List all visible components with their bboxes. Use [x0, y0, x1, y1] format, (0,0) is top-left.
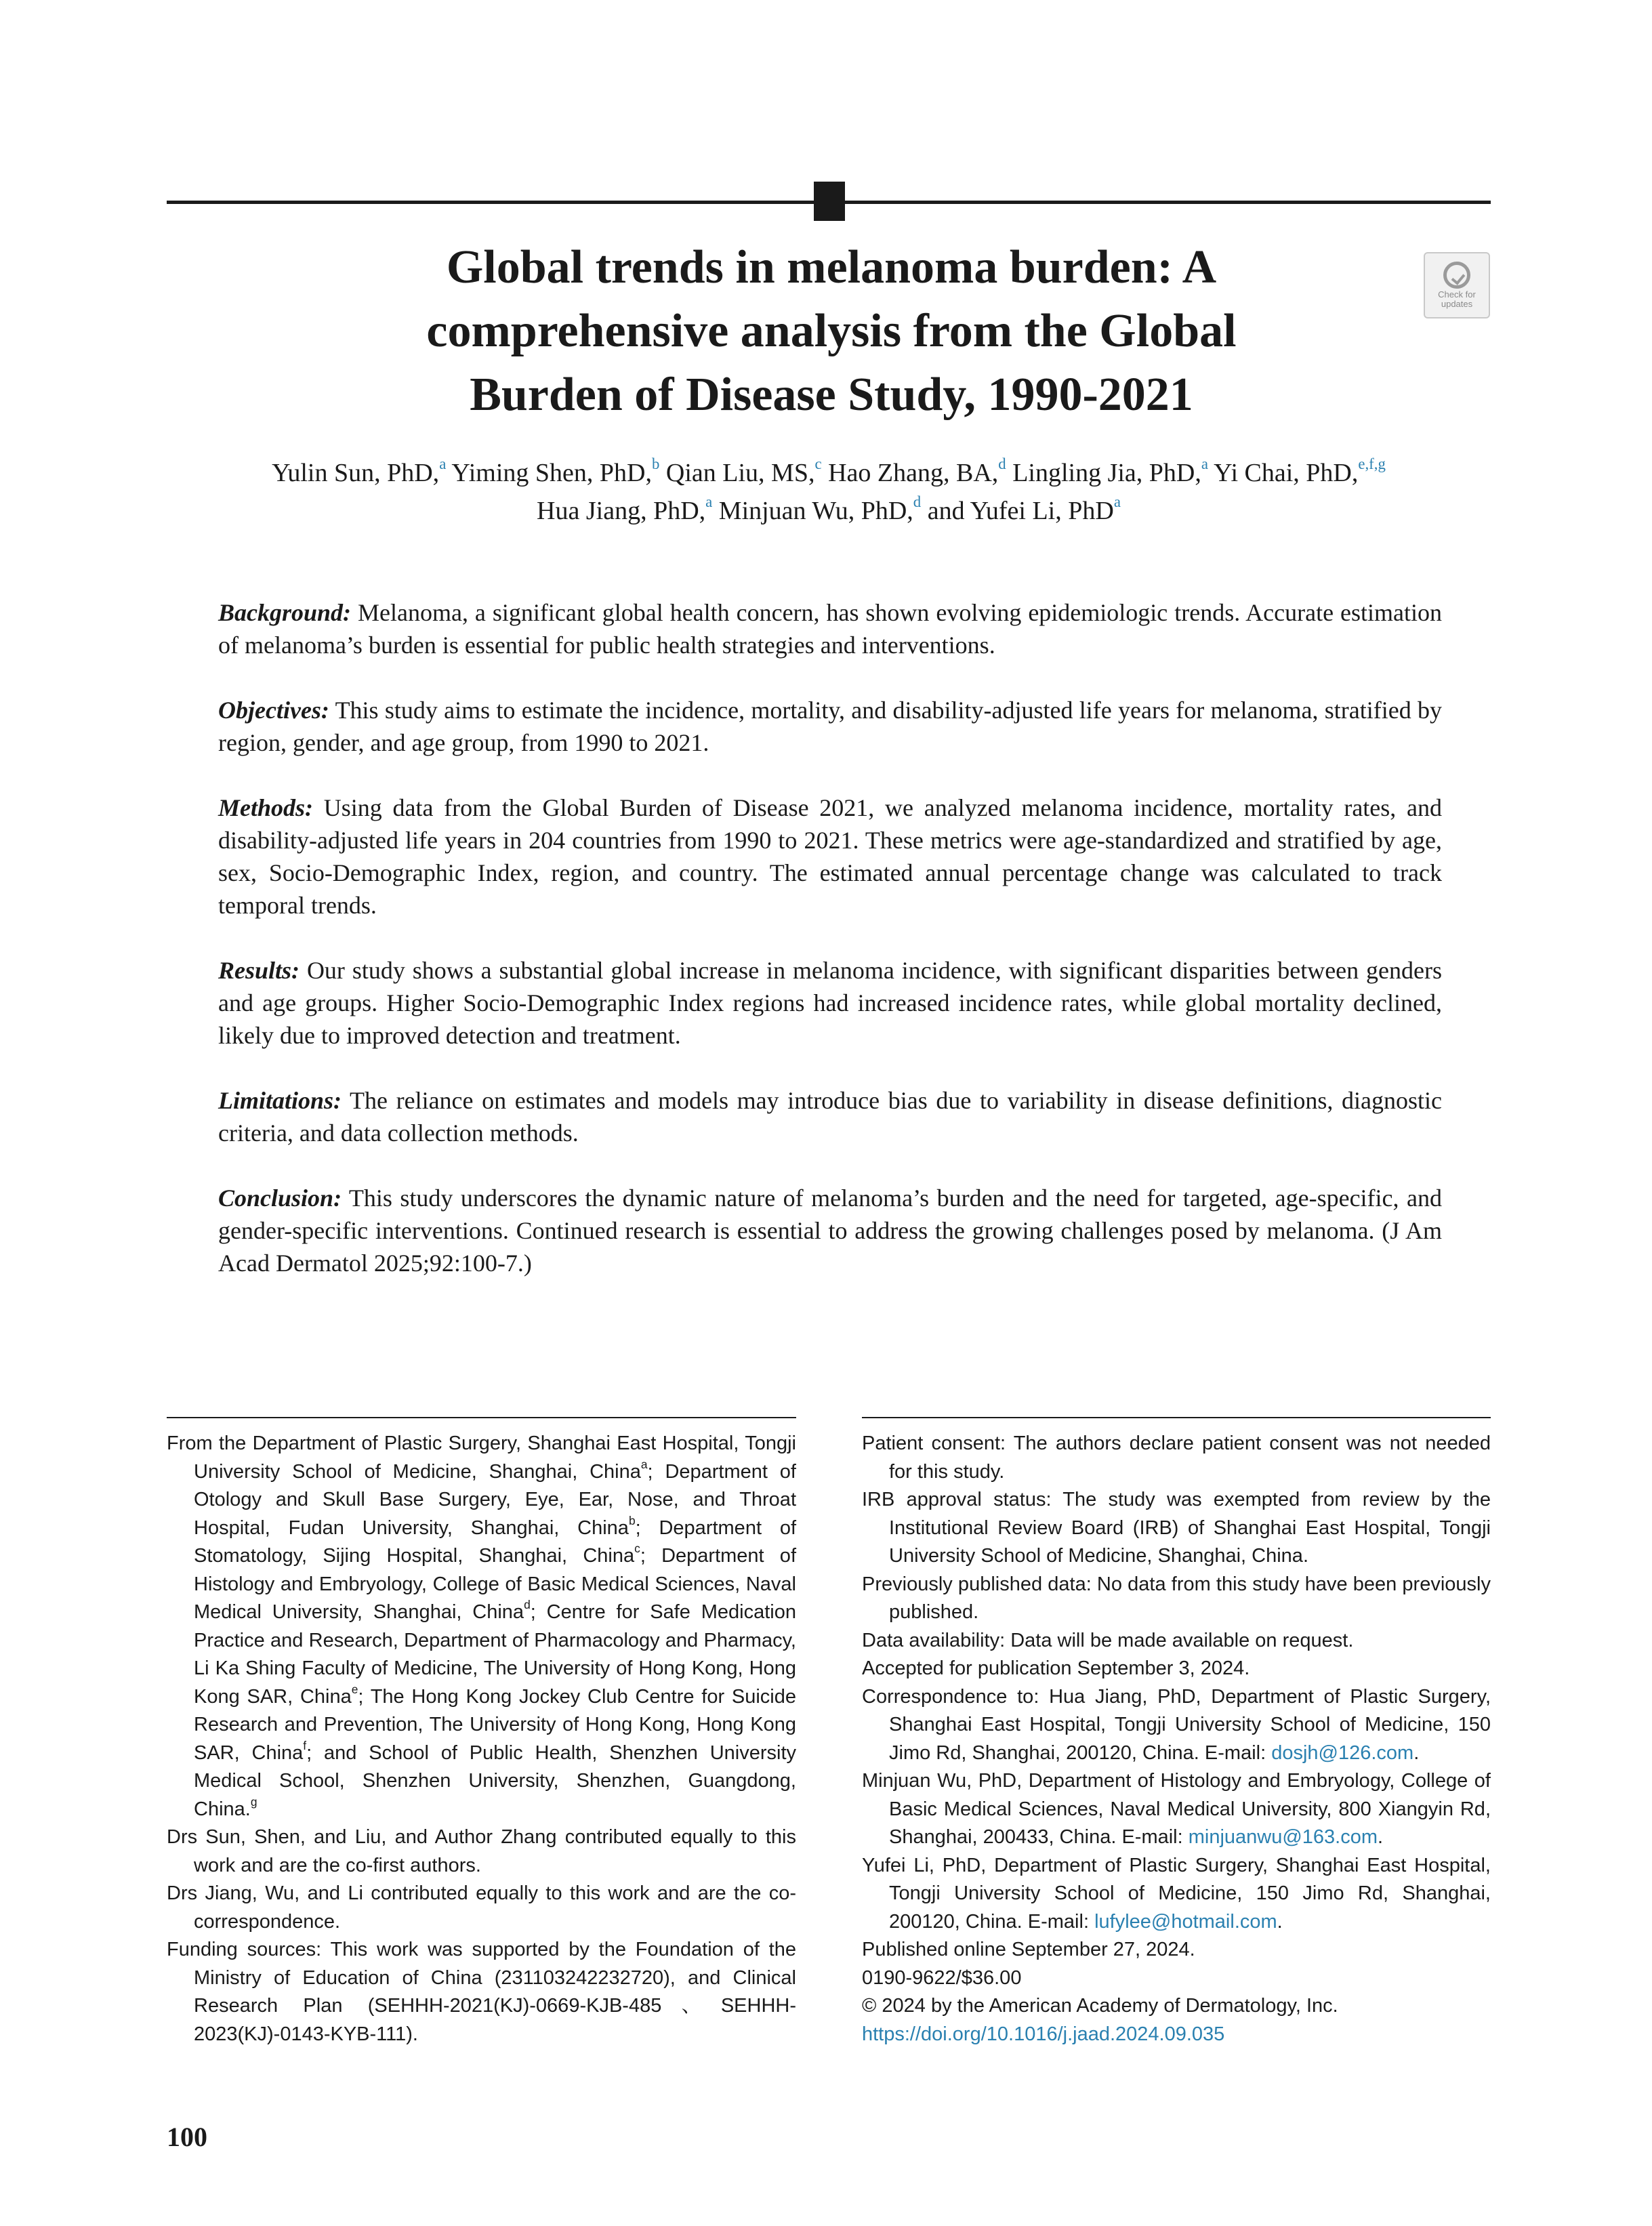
correspondence-li: Yufei Li, PhD, Department of Plastic Surgery, Shanghai East Hospital, Tongji University School of Medicine, 150 Jimo Rd, Shanghai, 200120, China. E-mail: lufylee@hotmail.com.: [862, 1854, 1491, 1933]
author: Minjuan Wu, PhD,$^d$: [718, 493, 922, 525]
abstract: [218, 596, 1442, 1312]
affiliations-note: From the Department of Plastic Surgery, Shanghai East Hospital, Tongji University School of Medicine, Shanghai, China$^a$; Department of Otology and Skull Base Surgery, Eye, Ear, Nose, and Throat Hospital, Fudan University, Shanghai, China$^b$; Department of Stomatology, Sijing Hospital, Shanghai, China$^c$; Department of Histology and Embryology, College of Basic Medical Sciences, Naval Medical University, Shanghai, China$^d$; Centre for Safe Medication Practice and Research, Department of Pharmacology and Pharmacy, Li Ka Shing Faculty of Medicine, The University of Hong Kong, Hong Kong SAR, China$^e$; The Hong Kong Jockey Club Centre for Suicide Research and Prevention, The University of Hong Kong, Hong Kong SAR, China$^f$; and School of Public Health, Shenzhen University Medical School, Shenzhen University, Shenzhen, Guangdong, China.$^g$: [167, 1433, 797, 1820]
doi-link[interactable]: https://doi.org/10.1016/j.jaad.2024.09.035: [862, 2023, 1225, 2045]
title-line: Global trends in melanoma burden: A: [446, 241, 1217, 293]
article-title: [203, 236, 1460, 427]
abstract-methods: Methods: Using data from the Global Burden of Disease 2021, we analyzed melanoma incidence, mortality rates, and disability-adjusted life years in 204 countries from 1990 to 2021. These metrics were age-standardized and stratified by age, sex, Socio-Demographic Index, region, and country. The estimated annual percentage change was calculated to track temporal trends.: [218, 794, 1442, 919]
patient-consent-note: Patient consent: The authors declare patient consent was not needed for this study.: [862, 1433, 1491, 1483]
funding-note: Funding sources: This work was supported by the Foundation of the Ministry of Education of China (231103242232720), and Clinical Research Plan (SEHHH-2021(KJ)-0669-KJB-485、SEHHH-2023(KJ)-0143-KYB-111).: [167, 1939, 796, 2045]
footnotes-left-column: [167, 1430, 796, 2048]
data-availability-note: Data availability: Data will be made available on request.: [862, 1629, 1354, 1651]
abstract-results: Results: Our study shows a substantial global increase in melanoma incidence, with significant disparities between genders and age groups. Higher Socio-Demographic Index regions had increased incidence rates, while global mortality declined, likely due to improved detection and treatment.: [218, 957, 1442, 1049]
author: Qian Liu, MS,$^c$: [665, 455, 822, 487]
previously-published-note: Previously published data: No data from this study have been previously published.: [862, 1573, 1491, 1623]
author: Hao Zhang, BA,$^d$: [828, 455, 1006, 487]
badge-label: updates: [1441, 299, 1473, 309]
email-link[interactable]: minjuanwu@163.com: [1188, 1826, 1378, 1848]
copyright: © 2024 by the American Academy of Dermatology, Inc.: [862, 1995, 1338, 2017]
author: and Yufei Li, PhD$^a$: [927, 493, 1121, 525]
check-for-updates-badge[interactable]: [1424, 252, 1490, 318]
issn-price: 0190-9622/$36.00: [862, 1966, 1022, 1989]
abstract-conclusion: Conclusion: This study underscores the dynamic nature of melanoma’s burden and the need for targeted, age-specific, and gender-specific interventions. Continued research is essential to address the growing challenges posed by melanoma. (J Am Acad Dermatol 2025;92:100-7.): [218, 1184, 1442, 1277]
email-link[interactable]: dosjh@126.com: [1271, 1741, 1414, 1764]
correspondence-wu: Minjuan Wu, PhD, Department of Histology and Embryology, College of Basic Medical Sciences, Naval Medical University, 800 Xiangyin Rd, Shanghai, 200433, China. E-mail: minjuanwu@163.com.: [862, 1770, 1491, 1848]
abstract-background: Background: Melanoma, a significant global health concern, has shown evolving epidemiologic trends. Accurate estimation of melanoma’s burden is essential for public health strategies and interventions.: [218, 599, 1443, 659]
author-list: [167, 454, 1491, 530]
title-line: Burden of Disease Study, 1990-2021: [470, 369, 1193, 421]
check-circle-icon: [1443, 262, 1470, 289]
title-line: comprehensive analysis from the Global: [426, 305, 1237, 357]
author: Lingling Jia, PhD,$^a$: [1012, 455, 1209, 487]
co-correspondence-note: Drs Jiang, Wu, and Li contributed equally to this work and are the co-correspondence.: [167, 1882, 796, 1933]
author: Yi Chai, PhD,$^{e,f,g}$: [1214, 455, 1386, 487]
published-date: Published online September 27, 2024.: [862, 1939, 1195, 1960]
page-number: 100: [167, 2122, 207, 2152]
abstract-objectives: Objectives: This study aims to estimate the incidence, mortality, and disability-adjusted life years for melanoma, stratified by region, gender, and age group, from 1990 to 2021.: [218, 697, 1442, 756]
header-marker: [814, 182, 845, 221]
doi-note: [862, 2021, 1491, 2049]
accepted-date: Accepted for publication September 3, 2024.: [862, 1657, 1250, 1679]
correspondence-jiang: Correspondence to: Hua Jiang, PhD, Department of Plastic Surgery, Shanghai East Hospital, Tongji University School of Medicine, 150 Jimo Rd, Shanghai, 200120, China. E-mail: dosjh@126.com.: [862, 1685, 1491, 1764]
footnote-divider: [167, 1417, 796, 1418]
author: Yiming Shen, PhD,$^b$: [451, 455, 660, 487]
co-first-authors-note: Drs Sun, Shen, and Liu, and Author Zhang contributed equally to this work and are the co-first authors.: [167, 1826, 796, 1876]
email-link[interactable]: lufylee@hotmail.com: [1094, 1910, 1277, 1933]
badge-label: Check for: [1438, 289, 1476, 300]
author: Yulin Sun, PhD,$^a$: [272, 455, 447, 487]
author: Hua Jiang, PhD,$^a$: [537, 493, 713, 525]
footnote-divider: [862, 1417, 1491, 1418]
irb-note: IRB approval status: The study was exempted from review by the Institutional Review Board (IRB) of Shanghai East Hospital, Tongji University School of Medicine, Shanghai, China.: [862, 1489, 1491, 1567]
footnotes-right-column: [862, 1430, 1491, 2048]
abstract-limitations: Limitations: The reliance on estimates and models may introduce bias due to variability in disease definitions, diagnostic criteria, and data collection methods.: [218, 1087, 1442, 1147]
